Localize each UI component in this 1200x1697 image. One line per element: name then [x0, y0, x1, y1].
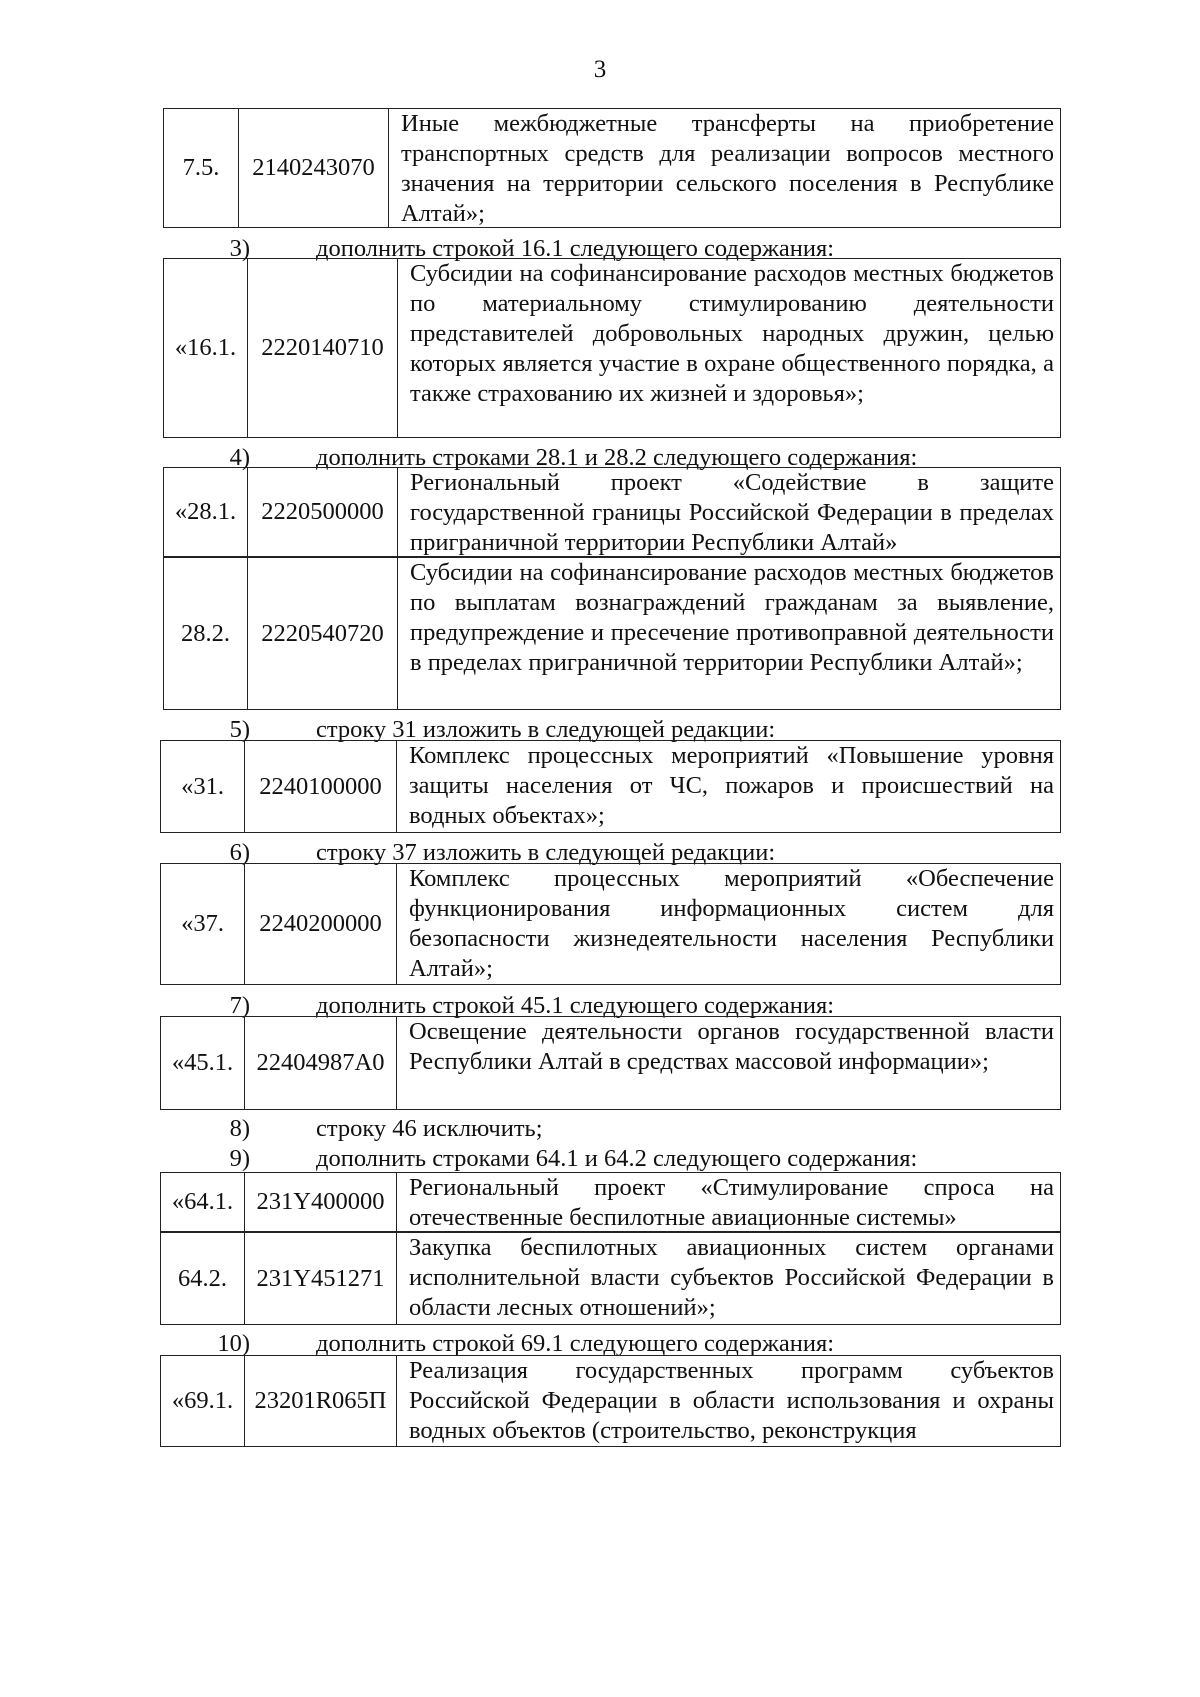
- amendment-item-text: дополнить строкой 16.1 следующего содержания:: [316, 235, 835, 262]
- row-description: Региональный проект «Содействие в защите государственной границы Российской Федерации в пределах приграничной территории Республики Алтай»: [410, 469, 1054, 556]
- page-number: 3: [593, 56, 607, 83]
- row-description: Комплекс процессных мероприятий «Повышение уровня защиты населения от ЧС, пожаров и происшествий на водных объектах»;: [409, 742, 1054, 829]
- amendment-item-number: 3): [229, 235, 250, 262]
- amendment-item-text: дополнить строками 28.1 и 28.2 следующего содержания:: [316, 444, 918, 471]
- table-row: [160, 1172, 1061, 1232]
- row-number: «64.1.: [161, 1173, 245, 1231]
- amendment-item-number: 7): [229, 992, 250, 1019]
- row-number: 28.2.: [164, 558, 248, 709]
- budget-code: 2240200000: [245, 864, 397, 984]
- table-row: [163, 467, 1061, 557]
- table-row: [160, 863, 1061, 985]
- budget-code: 231Y451271: [245, 1233, 397, 1324]
- row-description: Закупка беспилотных авиационных систем органами исполнительной власти субъектов Российской Федерации в области лесных отношений»;: [409, 1234, 1054, 1321]
- budget-code: 2140243070: [239, 109, 389, 227]
- amendment-item-text: строку 31 изложить в следующей редакции:: [316, 716, 776, 743]
- row-number: «28.1.: [164, 468, 248, 556]
- amendment-item-number: 4): [229, 444, 250, 471]
- row-description: Иные межбюджетные трансферты на приобретение транспортных средств для реализации вопросов местного значения на территории сельского поселения в Республике Алтай»;: [401, 110, 1054, 227]
- budget-code: 2220500000: [248, 468, 398, 556]
- table-row: [163, 258, 1061, 438]
- row-number: «31.: [161, 741, 245, 832]
- amendment-item-number: 6): [229, 839, 250, 866]
- amendment-item-number: 9): [229, 1145, 250, 1172]
- row-number: «16.1.: [164, 259, 248, 437]
- amendment-item-text: дополнить строками 64.1 и 64.2 следующего содержания:: [316, 1145, 918, 1172]
- row-number: «69.1.: [161, 1356, 245, 1446]
- budget-code: 2240100000: [245, 741, 397, 832]
- budget-code: 23201R065П: [245, 1356, 397, 1446]
- amendment-item: [0, 1113, 1200, 1145]
- budget-code: 2220540720: [248, 558, 398, 709]
- table-row: [160, 1355, 1061, 1447]
- budget-code: 2220140710: [248, 259, 398, 437]
- row-description: Субсидии на софинансирование расходов местных бюджетов по выплатам вознаграждений гражданам за выявление, предупреждение и пресечение противоправной деятельности в пределах приграничной территории Республики Алтай»;: [410, 559, 1054, 676]
- row-description: Освещение деятельности органов государственной власти Республики Алтай в средствах массовой информации»;: [409, 1018, 1054, 1075]
- amendment-item-number: 8): [229, 1115, 250, 1142]
- amendment-item-text: строку 46 исключить;: [316, 1115, 543, 1142]
- row-number: «45.1.: [161, 1017, 245, 1109]
- row-number: «37.: [161, 864, 245, 984]
- amendment-item-text: дополнить строкой 69.1 следующего содержания:: [316, 1330, 835, 1357]
- row-description: Региональный проект «Стимулирование спроса на отечественные беспилотные авиационные системы»: [409, 1174, 1054, 1231]
- amendment-item-number: 10): [217, 1330, 250, 1357]
- row-number: 7.5.: [164, 109, 239, 227]
- table-row: [163, 108, 1061, 228]
- budget-code: 231Y400000: [245, 1173, 397, 1231]
- amendment-item-number: 5): [229, 716, 250, 743]
- amendment-item: [0, 1143, 1200, 1175]
- row-description: Реализация государственных программ субъектов Российской Федерации в области использования и охраны водных объектов (строительство, реконструкция: [409, 1357, 1054, 1444]
- row-description: Субсидии на софинансирование расходов местных бюджетов по материальному стимулированию деятельности представителей добровольных народных дружин, целью которых является участие в охране общественного порядка, а также страхованию их жизней и здоровья»;: [410, 260, 1054, 407]
- table-row: [163, 557, 1061, 710]
- table-row: [160, 740, 1061, 833]
- budget-code: 22404987А0: [245, 1017, 397, 1109]
- row-number: 64.2.: [161, 1233, 245, 1324]
- row-description: Комплекс процессных мероприятий «Обеспечение функционирования информационных систем для безопасности жизнедеятельности населения Республики Алтай»;: [409, 865, 1054, 982]
- amendment-item-text: строку 37 изложить в следующей редакции:: [316, 839, 776, 866]
- amendment-item-text: дополнить строкой 45.1 следующего содержания:: [316, 992, 835, 1019]
- table-row: [160, 1016, 1061, 1110]
- table-row: [160, 1232, 1061, 1325]
